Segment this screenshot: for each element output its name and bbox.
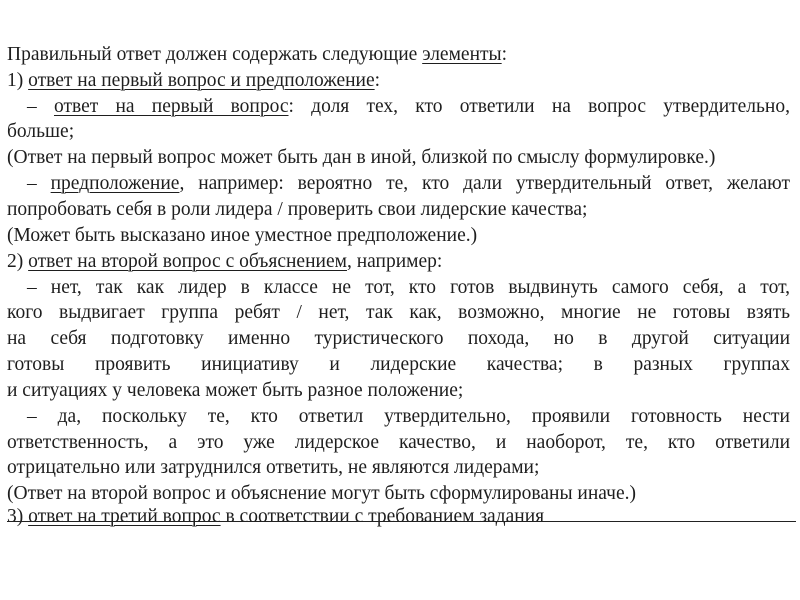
item-3-title: ответ на третий вопрос	[28, 506, 221, 527]
item-1-answer-label: ответ на первый вопрос	[53, 96, 289, 117]
item-3-heading	[7, 506, 790, 528]
item-1-answer-line	[27, 96, 790, 118]
item-2-suffix: , например:	[346, 251, 443, 272]
item-1-assumption-label: предположение	[50, 173, 180, 194]
item-2-no-answer-line-1: – нет, так как лидер в классе не тот, кто готов выдвинуть самого себя, а тот,	[27, 277, 790, 298]
item-1-title: ответ на первый вопрос и предположение	[28, 70, 375, 91]
item-3-number: 3)	[7, 506, 29, 527]
bottom-divider	[7, 521, 796, 522]
item-2-number: 2)	[7, 251, 29, 272]
item-3-text: в соответствии с требованием задания	[220, 506, 545, 527]
item-2-title: ответ на второй вопрос с объяснением	[28, 251, 347, 272]
intro-colon: :	[501, 44, 508, 65]
item-2-no-answer-line-3: на себя подготовку именно туристического похода, но в другой ситуации	[7, 328, 790, 349]
item-1-assumption-line	[27, 173, 790, 195]
item-2-heading	[7, 251, 790, 273]
dash: –	[27, 96, 54, 117]
dash: –	[27, 173, 51, 194]
item-1-number: 1)	[7, 70, 29, 91]
item-2-yes-answer-line-1: – да, поскольку те, кто ответил утвердительно, проявили готовность нести	[27, 406, 790, 427]
item-1-assumption-continuation: попробовать себя в роли лидера / проверить свои лидерские качества;	[7, 199, 588, 220]
item-1-note: (Ответ на первый вопрос может быть дан в иной, близкой по смыслу формулировке.)	[7, 147, 716, 168]
item-1-colon: :	[374, 70, 381, 91]
intro-line	[7, 44, 790, 66]
intro-text: Правильный ответ должен содержать следующие	[7, 44, 423, 65]
item-2-no-answer-line-5: и ситуациях у человека может быть разное положение;	[7, 380, 464, 401]
item-1-assumption-note: (Может быть высказано иное уместное предположение.)	[7, 225, 478, 246]
item-2-no-answer-line-4: готовы проявить инициативу и лидерские качества; в разных группах	[7, 354, 790, 375]
item-1-answer-text: : доля тех, кто ответили на вопрос утвердительно,	[288, 96, 790, 117]
item-1-heading	[7, 70, 790, 92]
intro-underlined-word: элементы	[422, 44, 502, 65]
item-2-no-answer-line-2: кого выдвигает группа ребят / нет, так как, возможно, многие не готовы взять	[7, 302, 790, 323]
item-2-yes-answer-line-3: отрицательно или затруднился ответить, не являются лидерами;	[7, 457, 540, 478]
item-2-note: (Ответ на второй вопрос и объяснение могут быть сформулированы иначе.)	[7, 483, 636, 504]
item-2-yes-answer-line-2: ответственность, а это уже лидерское качество, и наоборот, те, кто ответили	[7, 432, 790, 453]
item-1-assumption-text: , например: вероятно те, кто дали утвердительный ответ, желают	[179, 173, 791, 194]
item-1-answer-continuation: больше;	[7, 121, 75, 142]
